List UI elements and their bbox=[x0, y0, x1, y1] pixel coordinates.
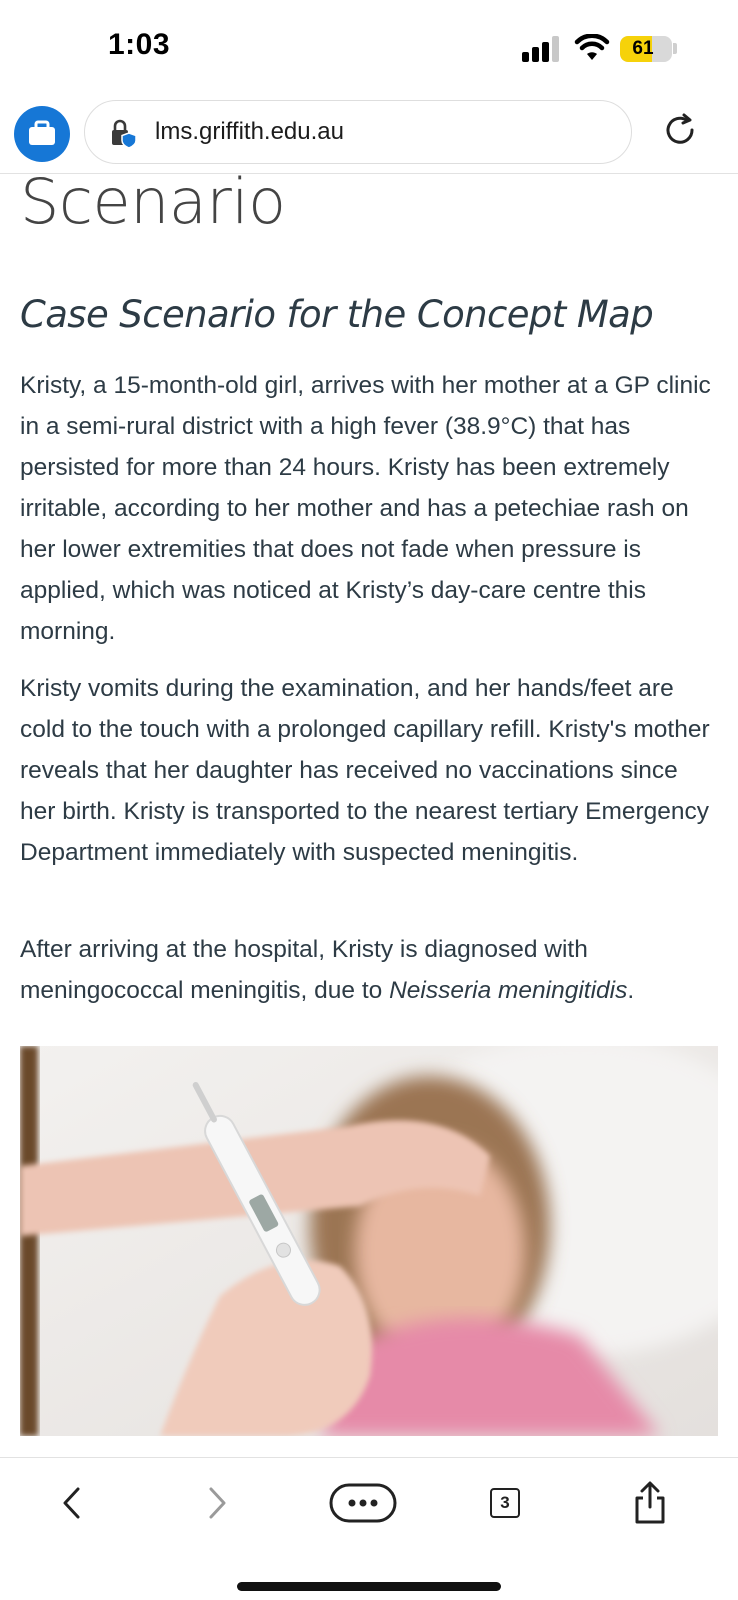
share-icon[interactable] bbox=[632, 1480, 668, 1526]
briefcase-icon bbox=[14, 106, 70, 162]
paragraph-3-end: . bbox=[627, 977, 635, 1004]
paragraph-1: Kristy, a 15-month-old girl, arrives with her mother at a GP clinic in a semi-rural district with a high fever (38.9°C) that has persisted for more than 24 hours. Kristy has been extremely irritable, according to her mother and has a petechiae rash on her lower extremities that does not fade when pressure is applied, which was noticed at Kristy’s day-care centre this morning. bbox=[20, 372, 711, 645]
paragraph-3 bbox=[20, 929, 720, 1011]
address-bar[interactable] bbox=[84, 100, 632, 164]
scenario-photo bbox=[20, 1046, 718, 1436]
reload-icon[interactable] bbox=[660, 110, 700, 150]
battery-level: 61 bbox=[632, 38, 654, 59]
tabs-button[interactable] bbox=[490, 1488, 520, 1518]
chevron-right-icon[interactable] bbox=[202, 1480, 232, 1526]
organism-name: Neisseria meningitidis bbox=[389, 977, 628, 1004]
section-title: Case Scenario for the Concept Map bbox=[20, 293, 654, 336]
paragraph-2: Kristy vomits during the examination, and her hands/feet are cold to the touch with a prolonged capillary refill. Kristy's mother reveals that her daughter has received no vaccinations since her birth. Kristy is transported to the nearest tertiary Emergency Department immediately with suspected meningitis. bbox=[20, 675, 710, 866]
lock-icon bbox=[109, 119, 139, 149]
work-profile-button[interactable] bbox=[14, 106, 70, 162]
url-text: lms.griffith.edu.au bbox=[155, 118, 344, 145]
chevron-left-icon[interactable] bbox=[56, 1480, 86, 1526]
browser-toolbar bbox=[0, 96, 738, 174]
battery-nub bbox=[673, 43, 677, 54]
battery-icon bbox=[620, 36, 672, 62]
tab-count: 3 bbox=[500, 1493, 510, 1512]
home-indicator[interactable] bbox=[237, 1582, 501, 1591]
page-title: Scenario bbox=[20, 175, 286, 238]
more-icon[interactable] bbox=[328, 1480, 398, 1526]
page-content bbox=[0, 175, 738, 1457]
paragraph-3-text: After arriving at the hospital, Kristy is diagnosed with meningococcal meningitis, due to bbox=[20, 936, 588, 1004]
bottom-toolbar bbox=[0, 1457, 738, 1600]
status-bar bbox=[0, 0, 738, 96]
status-time: 1:03 bbox=[108, 28, 171, 61]
cellular-signal-icon bbox=[522, 36, 562, 62]
child-with-thermometer-illustration bbox=[20, 1046, 718, 1436]
wifi-icon bbox=[574, 34, 610, 62]
